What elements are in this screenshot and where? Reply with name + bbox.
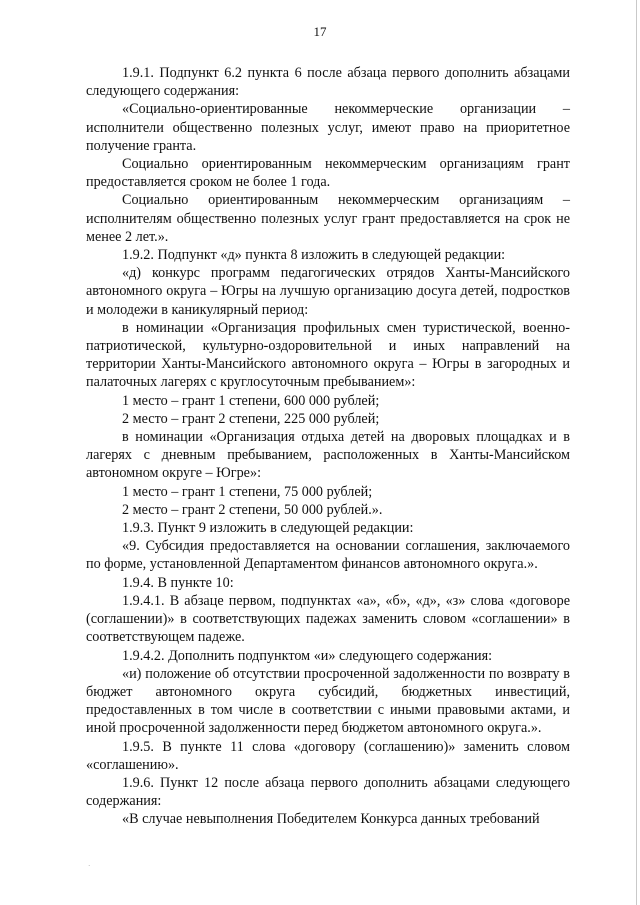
paragraph: 1.9.4.2. Дополнить подпунктом «и» следующего содержания: bbox=[122, 647, 493, 664]
paragraph: 1.9.4.1. В абзаце первом, подпунктах «а», «б», «д», «з» слова «договоре (соглашении)» в соответствующих падежах заменить словом «соглашении» в соответствующем падеже. bbox=[86, 592, 570, 646]
page-edge bbox=[636, 0, 637, 905]
paragraph: «9. Субсидия предоставляется на основании соглашения, заключаемого по форме, установленной Департаментом финансов автономного округа.». bbox=[86, 538, 570, 573]
paragraph: «Социально-ориентированные некоммерческие организации – исполнители общественно полезных услуг, имеют право на приоритетное получение гранта. bbox=[86, 101, 570, 154]
paragraph: в номинации «Организация профильных смен туристической, военно-патриотической, культурно-оздоровительной и иных направлений на территории Ханты-Мансийского автономного округа – Югры в загородных и палаточных лагерях с круглосуточным пребыванием»: bbox=[86, 319, 570, 391]
paragraph: 1.9.3. Пункт 9 изложить в следующей редакции: bbox=[122, 520, 414, 537]
document-body bbox=[86, 64, 570, 829]
paragraph: 1.9.4. В пункте 10: bbox=[122, 574, 234, 591]
paragraph: 1 место – грант 1 степени, 75 000 рублей; bbox=[122, 483, 373, 500]
page-number: 17 bbox=[313, 24, 327, 39]
paragraph: 1.9.5. В пункте 11 слова «договору (соглашению)» заменить словом «соглашению». bbox=[86, 738, 570, 773]
paragraph: 1.9.1. Подпункт 6.2 пункта 6 после абзаца первого дополнить абзацами следующего содержания: bbox=[86, 65, 570, 100]
paragraph: «В случае невыполнения Победителем Конкурса данных требований bbox=[122, 811, 540, 828]
paragraph: 1.9.6. Пункт 12 после абзаца первого дополнить абзацами следующего содержания: bbox=[86, 774, 570, 810]
paragraph: «д) конкурс программ педагогических отрядов Ханты-Мансийского автономного округа – Югры на лучшую организацию досуга детей, подростков и молодежи в каникулярный период: bbox=[86, 265, 570, 318]
paragraph: 1.9.2. Подпункт «д» пункта 8 изложить в следующей редакции: bbox=[122, 247, 506, 264]
paragraph: в номинации «Организация отдыха детей на дворовых площадках и в лагерях с дневным пребыванием, расположенных в Ханты-Мансийском автономном округе – Югре»: bbox=[86, 429, 570, 482]
paragraph: 1 место – грант 1 степени, 600 000 рублей; bbox=[122, 392, 380, 409]
paragraph: 2 место – грант 2 степени, 225 000 рублей; bbox=[122, 410, 380, 427]
paragraph: 2 место – грант 2 степени, 50 000 рублей.». bbox=[122, 501, 383, 518]
scan-mark: · bbox=[88, 862, 91, 870]
paragraph: «и) положение об отсутствии просроченной задолженности по возврату в бюджет автономного округа субсидий, бюджетных инвестиций, предоставленных в том числе в соответствии с иными правовыми актами, и иной просроченной задолженности перед бюджетом автономного округа.». bbox=[86, 665, 570, 737]
paragraph: Социально ориентированным некоммерческим организациям грант предоставляется сроком не более 1 года. bbox=[86, 156, 570, 191]
paragraph: Социально ориентированным некоммерческим организациям – исполнителям общественно полезных услуг грант предоставляется на срок не менее 2 лет.». bbox=[86, 192, 570, 245]
